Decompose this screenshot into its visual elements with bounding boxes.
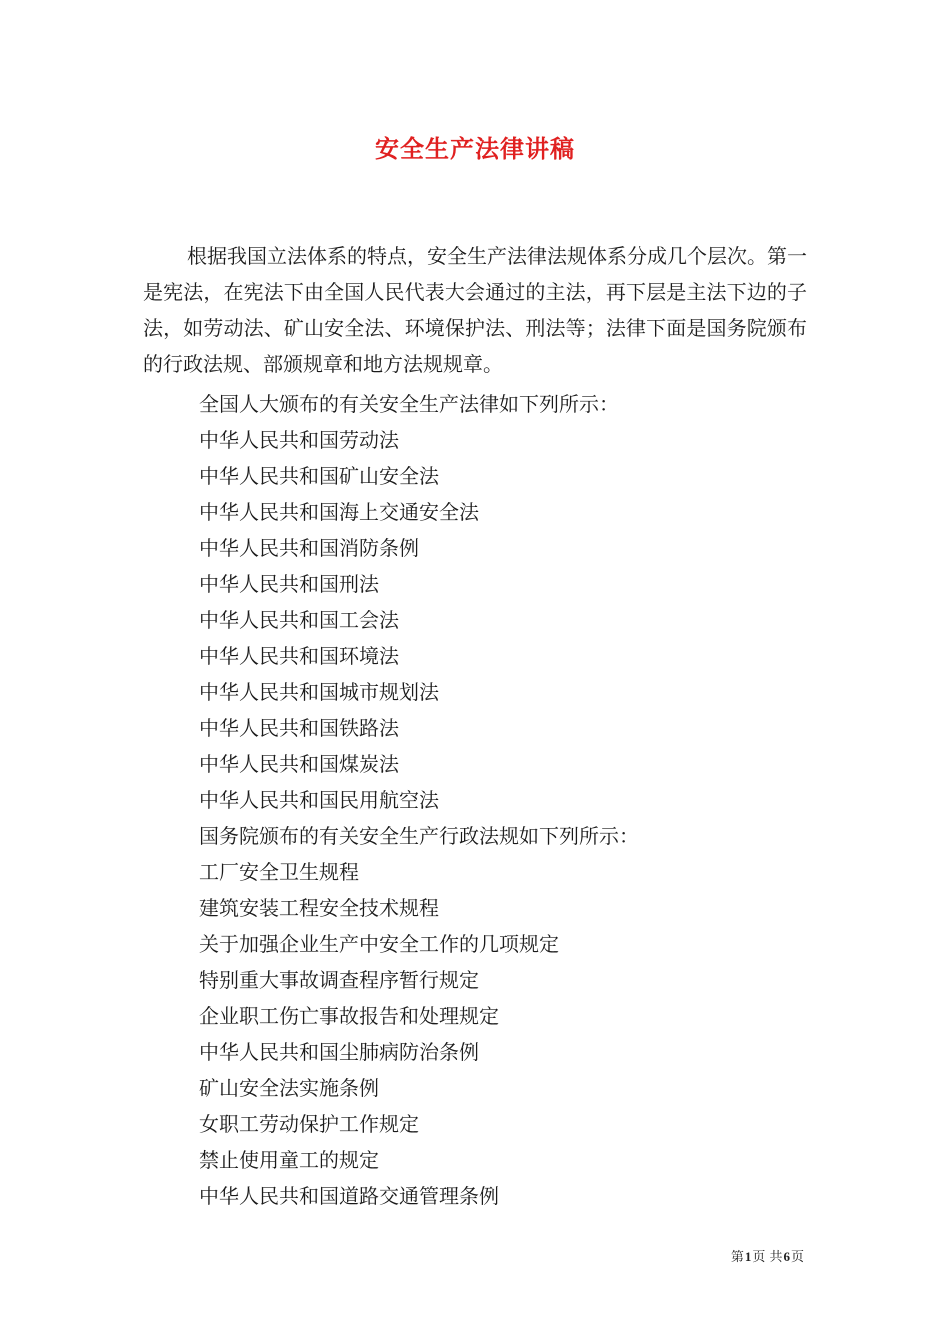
list-item: 中华人民共和国刑法 [199,572,379,596]
list-item: 女职工劳动保护工作规定 [199,1112,419,1136]
list-item: 中华人民共和国城市规划法 [199,680,439,704]
list-item: 中华人民共和国矿山安全法 [199,464,439,488]
current-page-number: 1 [744,1249,752,1264]
page-number-footer [731,1248,804,1267]
list-item: 矿山安全法实施条例 [199,1076,379,1100]
total-pages-number: 6 [783,1249,790,1264]
list-item: 建筑安装工程安全技术规程 [199,896,439,920]
list-item: 中华人民共和国工会法 [199,608,399,632]
list-heading-state-council-regulations: 国务院颁布的有关安全生产行政法规如下列所示： [199,824,639,848]
footer-prefix: 第 [730,1250,744,1265]
list-item: 中华人民共和国道路交通管理条例 [199,1184,499,1208]
footer-middle: 页 共 [752,1250,783,1265]
list-item: 中华人民共和国海上交通安全法 [199,500,479,524]
law-list [199,386,639,1214]
list-item: 企业职工伤亡事故报告和处理规定 [199,1004,499,1028]
list-item: 禁止使用童工的规定 [199,1148,379,1172]
list-item: 关于加强企业生产中安全工作的几项规定 [199,932,559,956]
document-title: 安全生产法律讲稿 [375,134,575,163]
list-item: 中华人民共和国消防条例 [199,536,419,560]
list-item: 中华人民共和国环境法 [199,644,399,668]
list-item: 中华人民共和国尘肺病防治条例 [199,1040,479,1064]
list-item: 中华人民共和国劳动法 [199,428,399,452]
list-item: 中华人民共和国铁路法 [199,716,399,740]
list-heading-national-laws: 全国人大颁布的有关安全生产法律如下列所示： [199,392,619,416]
list-item: 特别重大事故调查程序暂行规定 [199,968,479,992]
footer-suffix: 页 [790,1250,804,1265]
intro-paragraph: 根据我国立法体系的特点，安全生产法律法规体系分成几个层次。第一是宪法，在宪法下由全国人民代表大会通过的主法，再下层是主法下边的子法，如劳动法、矿山安全法、环境保护法、刑法等；法律下面是国务院颁布的行政法规、部颁规章和地方法规规章。 [143,244,807,376]
list-item: 工厂安全卫生规程 [199,860,359,884]
list-item: 中华人民共和国民用航空法 [199,788,439,812]
list-item: 中华人民共和国煤炭法 [199,752,399,776]
